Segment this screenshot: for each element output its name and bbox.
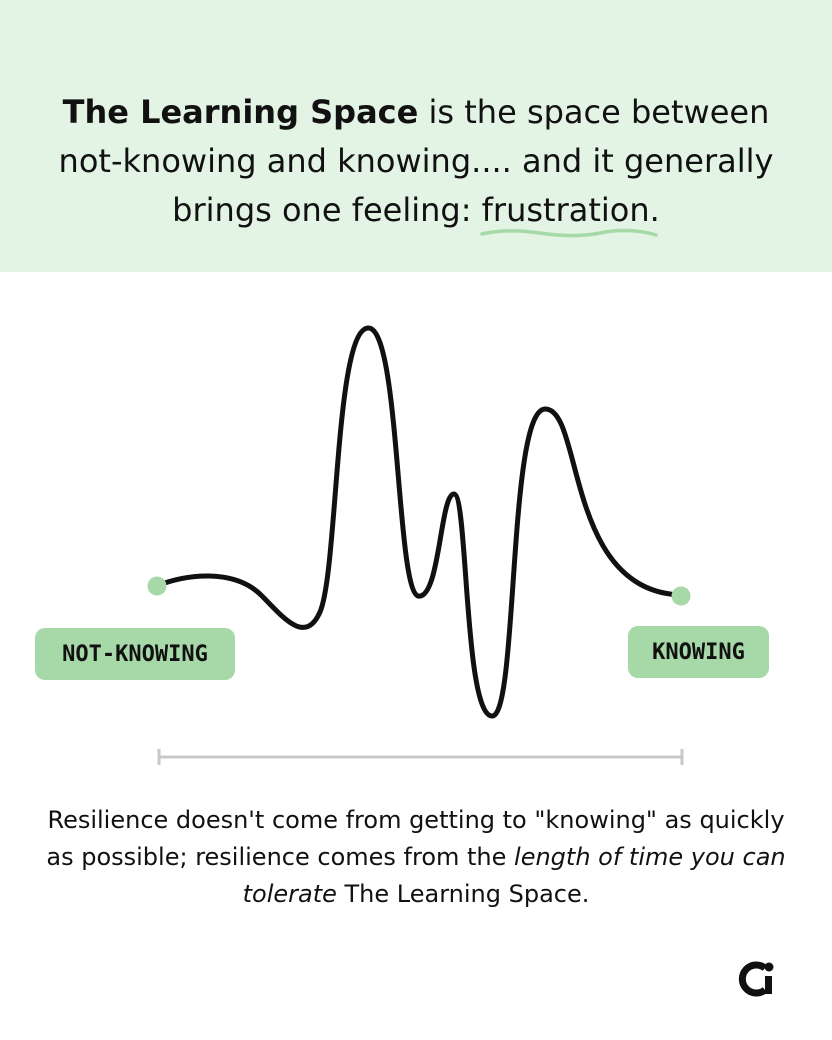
end-dot xyxy=(672,587,691,606)
headline-bold: The Learning Space xyxy=(62,93,419,131)
brand-logo-icon xyxy=(738,958,780,1000)
learning-curve-diagram xyxy=(0,272,832,792)
caption-text: Resilience doesn't come from getting to "knowing" as quickly as possible; resilience comes from the xyxy=(46,806,785,871)
knowing-label: KNOWING xyxy=(628,626,769,678)
squiggle-underline xyxy=(480,227,658,239)
start-dot xyxy=(148,577,167,596)
headline-text: is the space between not-knowing and knowing.... and it generally brings one feeling: xyxy=(58,93,774,229)
highlight-text: frustration xyxy=(481,191,650,229)
headline-end: . xyxy=(649,191,660,229)
not-knowing-label: NOT-KNOWING xyxy=(35,628,235,680)
caption xyxy=(40,802,792,913)
headline xyxy=(40,88,792,235)
caption-italic: length of time you can tolerate xyxy=(242,843,786,908)
learning-wave-line xyxy=(157,328,681,716)
highlight-word xyxy=(482,191,650,229)
caption-end: The Learning Space. xyxy=(336,880,590,908)
